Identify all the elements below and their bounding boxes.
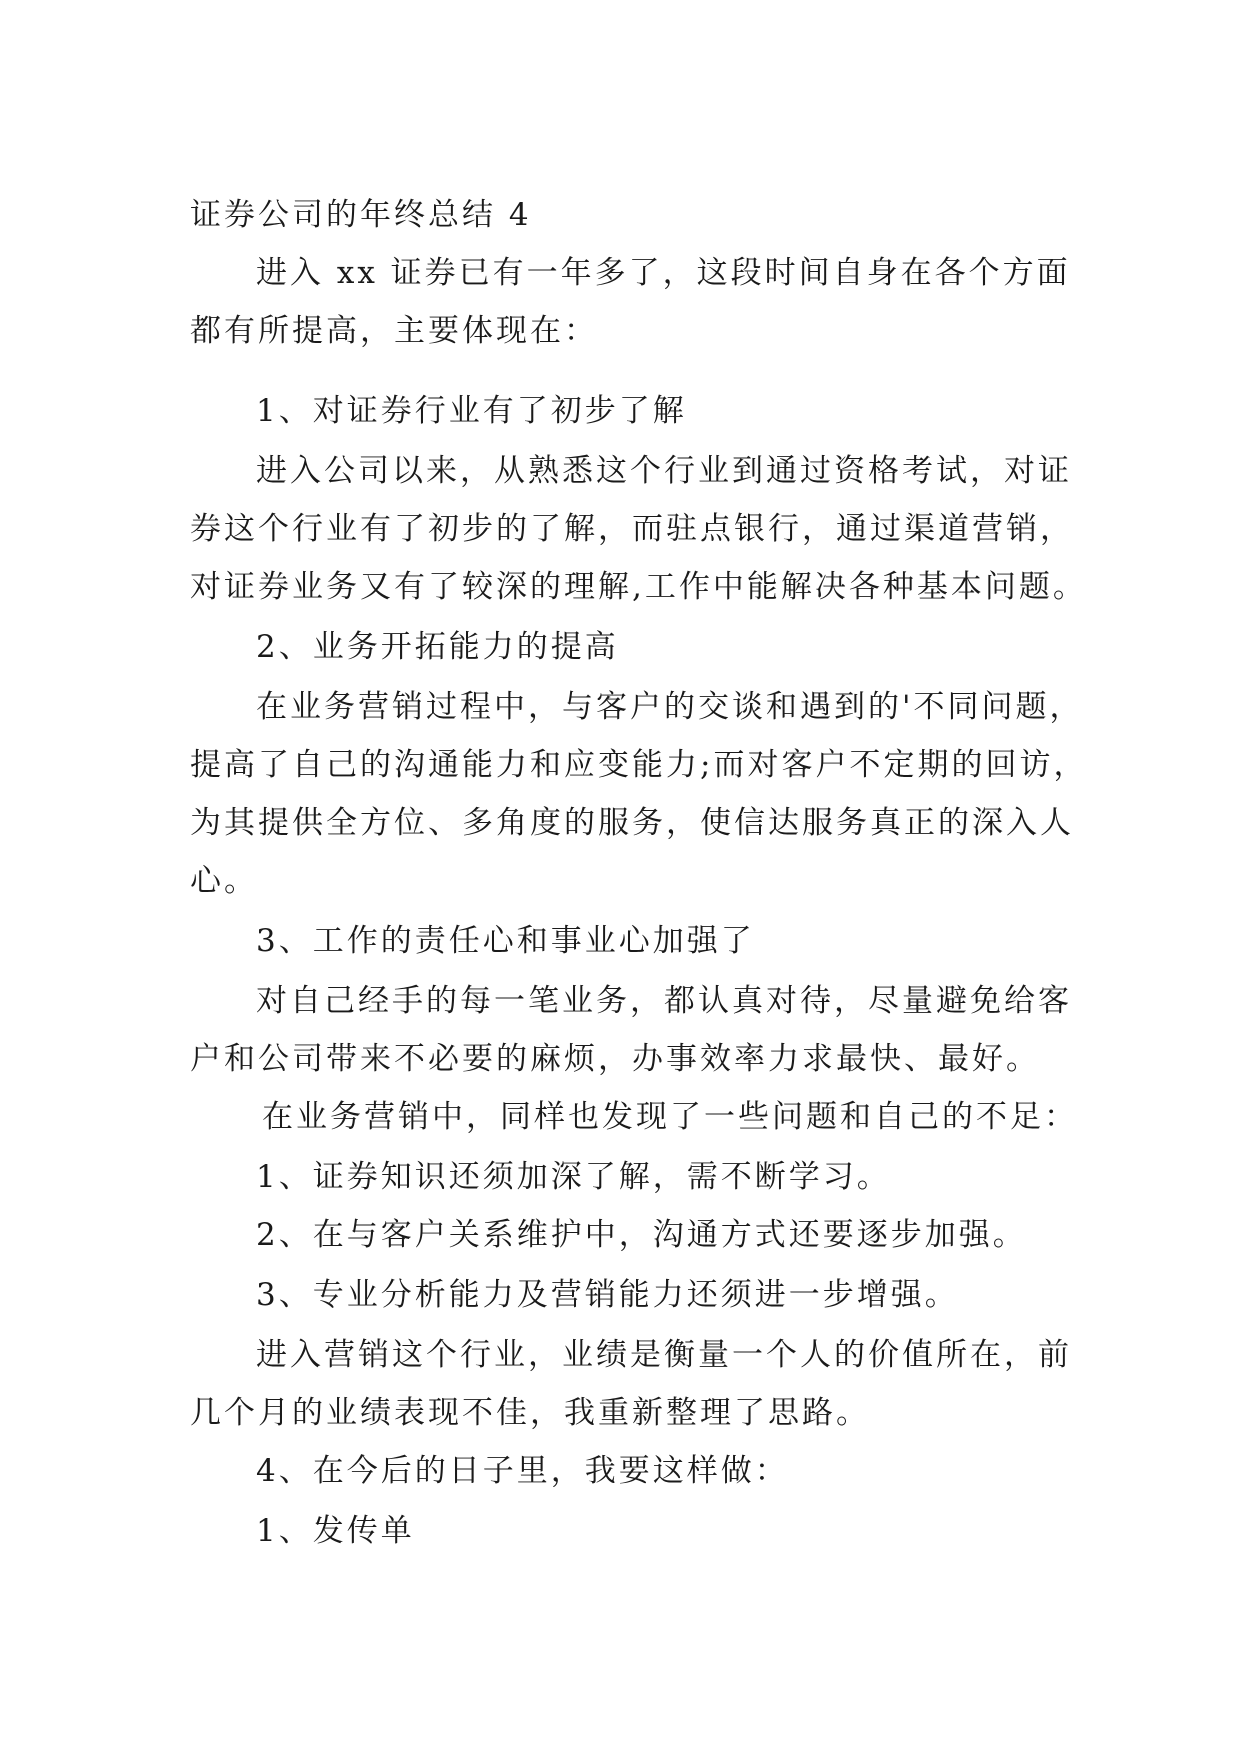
section-heading: 2、业务开拓能力的提高: [256, 629, 619, 665]
paragraph-line: 几个月的业绩表现不佳，我重新整理了思路。: [190, 1395, 870, 1431]
section-heading: 4、在今后的日子里，我要这样做：: [256, 1453, 789, 1489]
paragraph-line: 都有所提高，主要体现在：: [190, 313, 598, 349]
list-item: 1、发传单: [256, 1513, 415, 1549]
paragraph-line: 在业务营销中，同样也发现了一些问题和自己的不足：: [262, 1099, 1078, 1135]
section-heading: 1、对证券行业有了初步了解: [256, 393, 687, 429]
paragraph-line: 为其提供全方位、多角度的服务，使信达服务真正的深入人: [190, 805, 1074, 841]
list-item: 1、证券知识还须加深了解，需不断学习。: [256, 1159, 891, 1195]
paragraph-line: 对证券业务又有了较深的理解,工作中能解决各种基本问题。: [190, 569, 1087, 605]
paragraph-line: 户和公司带来不必要的麻烦，办事效率力求最快、最好。: [190, 1041, 1040, 1077]
paragraph-line: 进入营销这个行业，业绩是衡量一个人的价值所在，前: [256, 1337, 1072, 1373]
paragraph-line: 提高了自己的沟通能力和应变能力;而对客户不定期的回访，: [190, 747, 1088, 783]
list-item: 2、在与客户关系维护中，沟通方式还要逐步加强。: [256, 1217, 1027, 1253]
section-heading: 3、工作的责任心和事业心加强了: [256, 923, 755, 959]
paragraph-line: 券这个行业有了初步的了解，而驻点银行，通过渠道营销，: [190, 511, 1074, 547]
paragraph-line: 进入公司以来，从熟悉这个行业到通过资格考试，对证: [256, 453, 1072, 489]
paragraph-line: 心。: [190, 863, 258, 899]
paragraph-line: 进入 xx 证券已有一年多了，这段时间自身在各个方面: [256, 255, 1071, 291]
paragraph-line: 对自己经手的每一笔业务，都认真对待，尽量避免给客: [256, 983, 1072, 1019]
paragraph-line: 在业务营销过程中，与客户的交谈和遇到的'不同问题，: [256, 689, 1084, 725]
list-item: 3、专业分析能力及营销能力还须进一步增强。: [256, 1277, 959, 1313]
document-title: 证券公司的年终总结 4: [190, 197, 532, 233]
